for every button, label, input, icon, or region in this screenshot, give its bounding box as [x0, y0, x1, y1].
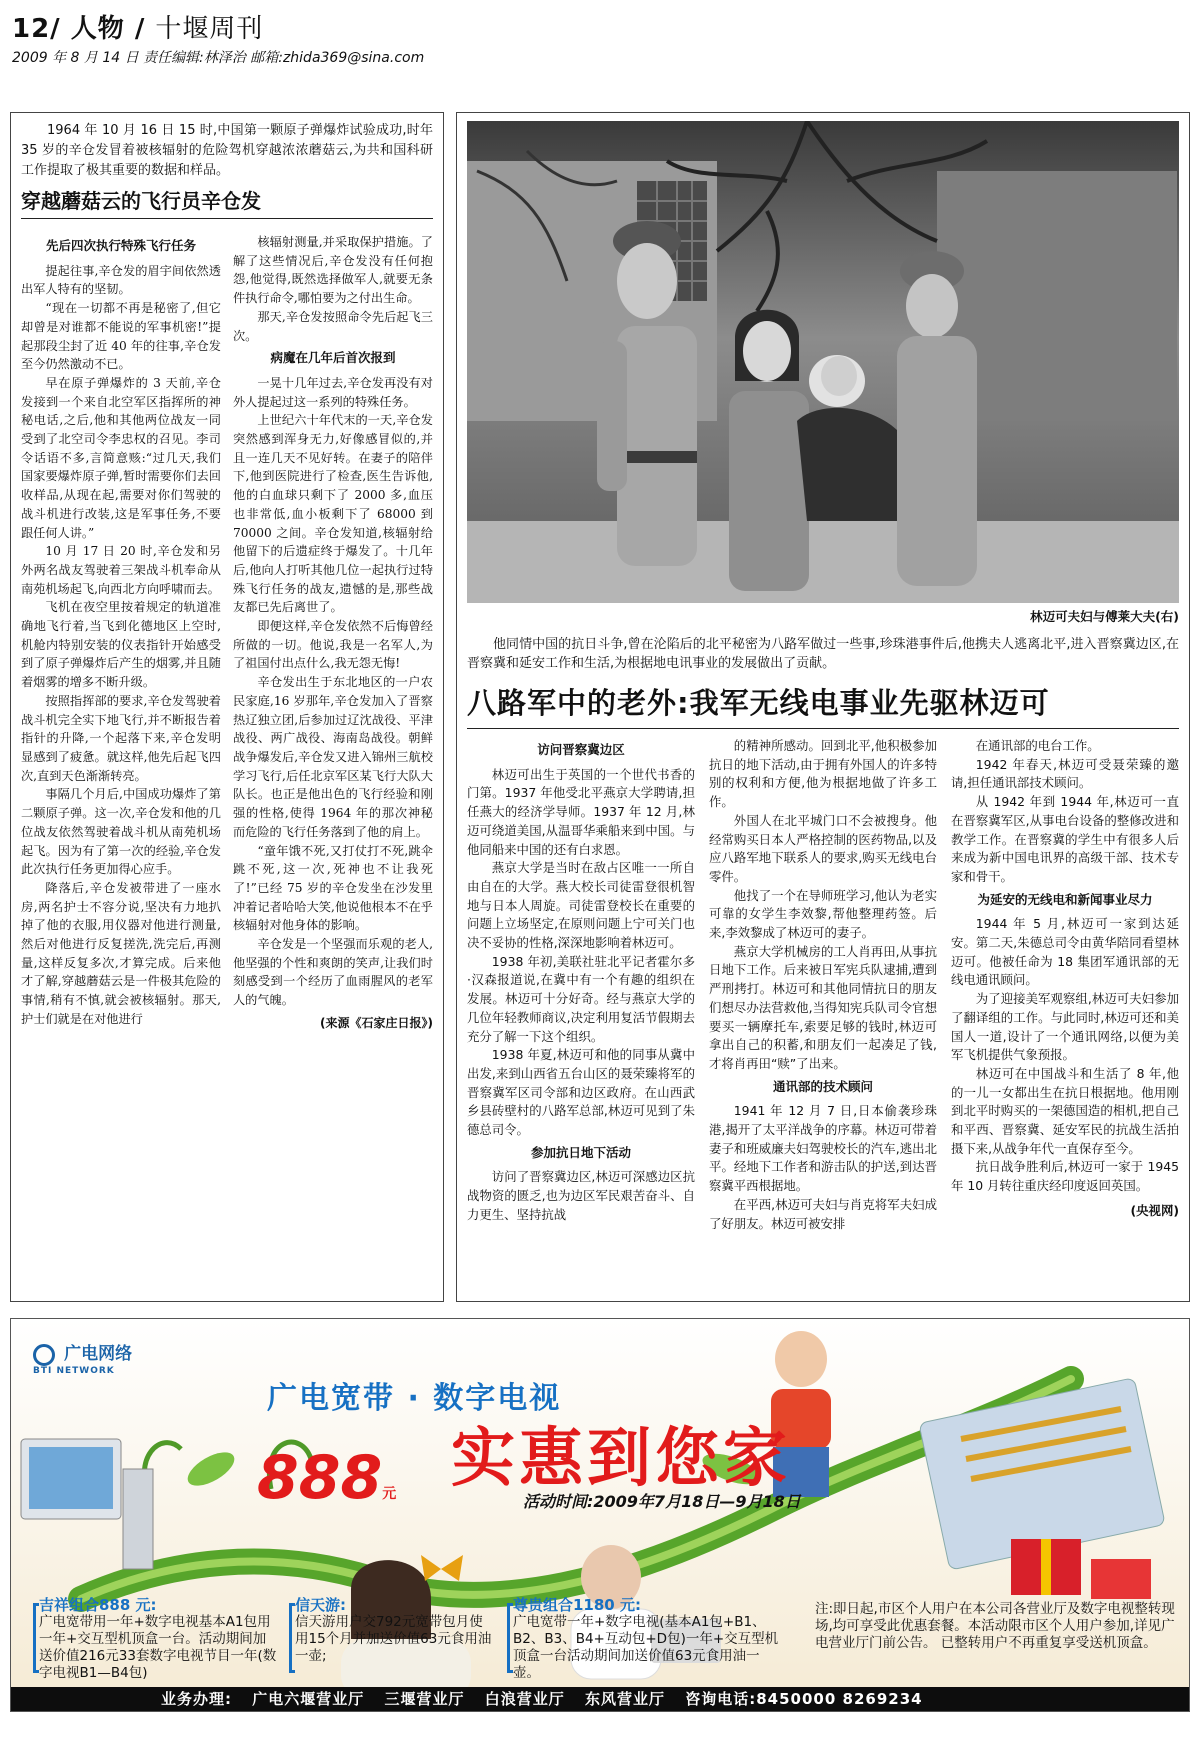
package-box-zungui — [513, 1597, 783, 1681]
paragraph: 1941 年 12 月 7 日,日本偷袭珍珠港,揭开了太平洋战争的序幕。林迈可带着妻子和班威廉夫妇驾驶校长的汽车,逃出北平。经地下工作者和游击队的护送,到达晋察冀平西根据地。 — [709, 1103, 937, 1194]
paragraph: “现在一切都不再是秘密了,但它却曾是对谁都不能说的军事机密!”提起那段尘封了近 40 年的往事,辛仓发至今仍然激动不已。 — [21, 301, 221, 372]
masthead — [12, 8, 1188, 67]
right-article-intro: 他同情中国的抗日斗争,曾在沦陷后的北平秘密为八路军做过一些事,珍珠港事件后,他携夫人逃离北平,进入晋察冀边区,在晋察冀和延安工作和生活,为根据地电讯事业的发展做出了贡献。 — [467, 637, 1179, 671]
ad-logo — [33, 1339, 132, 1376]
left-article — [10, 112, 444, 1302]
paragraph: 燕京大学是当时在敌占区唯一一所自由自在的大学。燕大校长司徒雷登很机智地与日本人周旋。司徒雷登校长在重要的问题上立场坚定,在原则问题上宁可关门也决不妥协的性格,深深地影响着林迈可。 — [467, 860, 695, 951]
paragraph: 1942 年春天,林迈可受聂荣臻的邀请,担任通讯部技术顾问。 — [951, 756, 1179, 791]
ad-tagline: 广电宽带 · 数字电视 — [267, 1381, 562, 1416]
photo-caption: 林迈可夫妇与傅莱大夫(右) — [1030, 609, 1179, 624]
box-bracket — [289, 1603, 295, 1673]
subheading: 为延安的无线电和新闻事业尽力 — [977, 891, 1153, 907]
right-article-column-3 — [951, 737, 1179, 1233]
issue-date: 2009 年 8 月 14 日 — [12, 50, 139, 66]
subheading: 通讯部的技术顾问 — [772, 1078, 873, 1094]
paper-name: 十堰周刊 — [155, 14, 264, 44]
footer-phone: 咨询电话:8450000 8269234 — [685, 1690, 923, 1708]
notice-text: 注:即日起,市区个人用户在本公司各营业厅及数字电视整转现场,均可享受此优惠套餐。本活动限市区个人用户参加,详见广电营业厅门前公告。 已整转用户不再重复享受送机顶盒。 — [815, 1601, 1175, 1651]
photo-illustration — [467, 121, 1179, 603]
subheading: 访问晋察冀边区 — [537, 742, 625, 757]
paragraph: 辛仓发出生于东北地区的一户农民家庭,16 岁那年,辛仓发加入了晋察热辽独立团,后参加过辽沈战役、平津战役、两广战役、海南岛战役。朝鲜战争爆发后,辛仓发又进入锦州三航校学习飞行,后任北京军区某飞行大队大队长。也正是他出色的飞行经验和刚强的性格,使得 1964 年的那次神秘而危险的飞行任务落到了他的肩上。 — [233, 675, 433, 839]
paragraph: 辛仓发是一个坚强而乐观的老人,他坚强的个性和爽朗的笑声,让我们时刻感受到一个经历了血雨腥风的老军人的气魄。 — [233, 937, 433, 1008]
paragraph: 上世纪六十年代末的一天,辛仓发突然感到浑身无力,好像感冒似的,并且一连几天不见好转。在妻子的陪伴下,他到医院进行了检查,医生告诉他,他的白血球只剩下了 2000 多,血压也非常低,血小板剩下了 68000 到 70000 之间。辛仓发知道,核辐射给他留下的后遗症终于爆发了。十几年后,他向人打听其他几位一起执行过特殊飞行任务的战友,遗憾的是,那些战友都已先后离世了。 — [233, 413, 433, 615]
ad-price-unit: 元 — [382, 1486, 397, 1502]
footer-hall: 东风营业厅 — [584, 1690, 665, 1708]
paragraph: 访问了晋察冀边区,林迈可深感边区抗战物资的匮乏,也为边区军民艰苦奋斗、自力更生、坚持抗战 — [467, 1169, 695, 1222]
paragraph: 从 1942 年到 1944 年,林迈可一直在晋察冀军区,从事电台设备的整修改进和教学工作。在晋察冀的学生中有很多人后来成为新中国电讯界的高级干部、技术专家和骨干。 — [951, 794, 1179, 884]
paragraph: 燕京大学机械房的工人肖再田,从事抗日地下工作。后来被日军宪兵队逮捕,遭到严刑拷打。林迈可和其他同情抗日的朋友们想尽办法营救他,当得知宪兵队司令官想要买一辆摩托车,索要足够的钱时,林迈可拿出自己的积蓄,和朋友们一起凑足了钱,才将肖再田“赎”了出来。 — [709, 943, 937, 1071]
paragraph: 飞机在夜空里按着规定的轨道准确地飞行着,当飞到化德地区上空时,机舱内特别安装的仪表指针开始感受到了原子弹爆炸后产生的烟雾,并且随着烟雾的增多不断升级。 — [21, 600, 221, 690]
box-bracket — [507, 1603, 513, 1673]
package-text: 广电宽带用一年+数字电视基本A1包用一年+交互型机顶盒一台。活动期间加送价值216元33套数字电视节目一年(数字电视B1—B4包) — [39, 1614, 277, 1681]
paragraph: 在平西,林迈可夫妇与肖克将军夫妇成了好朋友。林迈可被安排 — [709, 1196, 937, 1231]
paragraph: 事隔几个月后,中国成功爆炸了第二颗原子弹。这一次,辛仓发和他的几位战友依然驾驶着战斗机从南苑机场起飞。因为有了第一次的经验,辛仓发此次执行任务更加得心应手。 — [21, 787, 221, 877]
paragraph: 他找了一个在导师班学习,他认为老实可靠的女学生李效黎,帮他整理药签。后来,李效黎成了林迈可的妻子。 — [709, 887, 937, 941]
ad-period: 活动时间:2009年7月18日—9月18日 — [523, 1492, 801, 1511]
package-text: 广电宽带一年+数字电视(基本A1包+B1、B2、B3、B4+互动包+D包)一年+交互型机顶盒一台活动期间加送价值63元食用油一壶。 — [513, 1614, 779, 1681]
footer-hall: 白浪营业厅 — [484, 1690, 565, 1708]
paragraph: 林迈可出生于英国的一个世代书香的门第。1937 年他受北平燕京大学聘请,担任燕大的经济学导师。1937 年 12 月,林迈可绕道美国,从温哥华乘船来到中国。与他同船来中国的还有白求恩。 — [467, 766, 695, 857]
advertisement — [10, 1318, 1190, 1712]
paragraph: 1938 年夏,林迈可和他的同事从冀中出发,来到山西省五台山区的聂荣臻将军的晋察冀军区司令部和边区政府。在山西武乡县砖壁村的八路军总部,林迈可见到了朱德总司令。 — [467, 1047, 695, 1138]
masthead-title — [12, 8, 1188, 45]
left-article-column-1 — [21, 233, 221, 1033]
paragraph: 在通讯部的电台工作。 — [975, 738, 1100, 753]
paragraph: 1938 年初,美联社驻北平记者霍尔多·汉森报道说,在冀中有一个有趣的组织在发展。林迈可十分好奇。经与燕京大学的几位年轻教师商议,决定利用复活节假期去充分了解一下这个组织。 — [467, 953, 695, 1044]
left-article-column-2 — [233, 233, 433, 1033]
section-name: 人物 — [70, 14, 125, 44]
paragraph: 降落后,辛仓发被带进了一座水房,两名护士不容分说,坚决有力地扒掉了他的衣服,用仪器对他进行测量,然后对他进行反复搓洗,洗完后,再测量,这样反复多次,才算完成。后来他才了解,穿越蘑菇云是一件极其危险的事情,稍有不慎,就会被核辐射。那天,护士们就是在对他进行 — [21, 880, 221, 1026]
package-title: 信天游: — [295, 1596, 346, 1614]
ad-footer-bar — [11, 1687, 1189, 1711]
paragraph: 早在原子弹爆炸的 3 天前,辛仓发接到一个来自北空军区指挥所的神秘电话,之后,他和其他两位战友一同受到了北空司令李忠权的召见。李司令话语不多,言简意赅:“过几天,我们国家要爆炸原子弹,暂时需要你们去回收样品,从现在起,需要对你们驾驶的战斗机进行改装,这是军事任务,不要跟任何人讲。” — [21, 375, 221, 540]
package-notice — [815, 1597, 1175, 1681]
package-text: 信天游用户交792元宽带包月使用15个月并加送价值63元食用油一壶; — [295, 1614, 492, 1664]
paragraph: 外国人在北平城门口不会被搜身。他经常购买日本人严格控制的医药物品,以及应八路军地下联系人的要求,购买无线电台零件。 — [709, 812, 937, 884]
subheading: 先后四次执行特殊飞行任务 — [45, 238, 196, 253]
page-number: 12/ — [12, 14, 61, 44]
masthead-separator: / — [134, 14, 146, 44]
paragraph: 即便这样,辛仓发依然不后悔曾经所做的一切。他说,我是一名军人,为了祖国付出点什么,我无怨无悔! — [233, 619, 433, 671]
paragraph: 1944 年 5 月,林迈可一家到达延安。第二天,朱德总司令由黄华陪同看望林迈可。他被任命为 18 集团军通讯部的无线电通讯顾问。 — [951, 916, 1179, 988]
left-article-title: 穿越蘑菇云的飞行员辛仓发 — [21, 185, 433, 219]
paragraph: 按照指挥部的要求,辛仓发驾驶着战斗机完全实下地飞行,并不断报告着指针的升降,一个起落下来,辛仓发明显感到了疲惫。就这样,他先后起飞四次,直到天色渐渐转亮。 — [21, 693, 221, 783]
paragraph: 提起往事,辛仓发的眉宇间依然透出军人特有的坚韧。 — [21, 263, 221, 297]
paragraph: 一晃十几年过去,辛仓发再没有对外人提起过这一系列的特殊任务。 — [233, 375, 433, 409]
package-title: 尊贵组合1180 元: — [513, 1596, 641, 1614]
paragraph: 的精神所感动。回到北平,他积极参加抗日的地下活动,由于拥有外国人的许多特别的权利和方便,他为根据地做了许多工作。 — [709, 738, 937, 810]
right-article-column-1 — [467, 737, 695, 1233]
ad-logo-cn: 广电网络 — [64, 1344, 133, 1364]
ad-package-boxes — [25, 1597, 1175, 1681]
article-source: (来源《石家庄日报》) — [320, 1015, 433, 1030]
left-article-lead: 1964 年 10 月 16 日 15 时,中国第一颗原子弹爆炸试验成功,时年 35 岁的辛仓发冒着被核辐射的危险驾机穿越浓浓蘑菇云,为共和国科研工作提取了极其重要的数据和样品。 — [21, 123, 433, 178]
footer-label: 业务办理: — [161, 1690, 232, 1708]
ad-slogan: 实惠到您家 — [451, 1421, 791, 1496]
ad-price — [257, 1443, 396, 1513]
paragraph: 抗日战争胜利后,林迈可一家于 1945 年 10 月转往重庆经印度返回英国。 — [951, 1159, 1179, 1194]
right-article-column-2 — [709, 737, 937, 1233]
subheading: 病魔在几年后首次报到 — [270, 350, 396, 366]
paragraph: 林迈可在中国战斗和生活了 8 年,他的一儿一女都出生在抗日根据地。他用刚到北平时购买的一架德国造的相机,把自己和平西、晋察冀、延安军民的抗战生活拍摄下来,从战争年代一直保存至今。 — [951, 1065, 1179, 1156]
ad-logo-en: BTI NETWORK — [33, 1365, 115, 1376]
footer-hall: 广电六堰营业厅 — [252, 1690, 365, 1708]
subheading: 参加抗日地下活动 — [530, 1144, 631, 1160]
paragraph: 为了迎接美军观察组,林迈可夫妇参加了翻译组的工作。与此同时,林迈可还和美国人一道,设计了一个通讯网络,以便为美军飞机提供气象预报。 — [951, 991, 1179, 1063]
bti-logo-icon — [33, 1344, 55, 1366]
paragraph: 那天,辛仓发按照命令先后起飞三次。 — [233, 309, 433, 343]
package-box-xintianyou — [295, 1597, 495, 1681]
right-article-title: 八路军中的老外:我军无线电事业先驱林迈可 — [467, 681, 1179, 729]
editor-info: 责任编辑:林泽治 邮箱:zhida369@sina.com — [143, 50, 425, 66]
package-box-jixiang — [39, 1597, 279, 1681]
box-bracket — [33, 1603, 39, 1673]
paragraph: 10 月 17 日 20 时,辛仓发和另外两名战友驾驶着三架战斗机奉命从南苑机场起飞,向西北方向呼啸而去。 — [21, 544, 221, 596]
ad-price-value: 888 — [257, 1443, 383, 1513]
right-article — [456, 112, 1190, 1302]
footer-hall: 三堰营业厅 — [384, 1690, 465, 1708]
article-source: (央视网) — [1130, 1202, 1179, 1218]
paragraph: “童年饿不死,又打仗打不死,跳伞跳不死,这一次,死神也不让我死了!”已经 75 岁的辛仓发坐在沙发里冲着记者哈哈大笑,他说他根本不在乎核辐射对他身体的影响。 — [233, 843, 433, 933]
package-title: 吉祥组合888 元: — [39, 1596, 157, 1614]
paragraph: 核辐射测量,并采取保护措施。了解了这些情况后,辛仓发没有任何抱怨,他觉得,既然选择做军人,就要无条件执行命令,哪怕要为之付出生命。 — [233, 235, 433, 306]
historical-photo — [467, 121, 1179, 603]
masthead-subline — [12, 47, 1188, 67]
